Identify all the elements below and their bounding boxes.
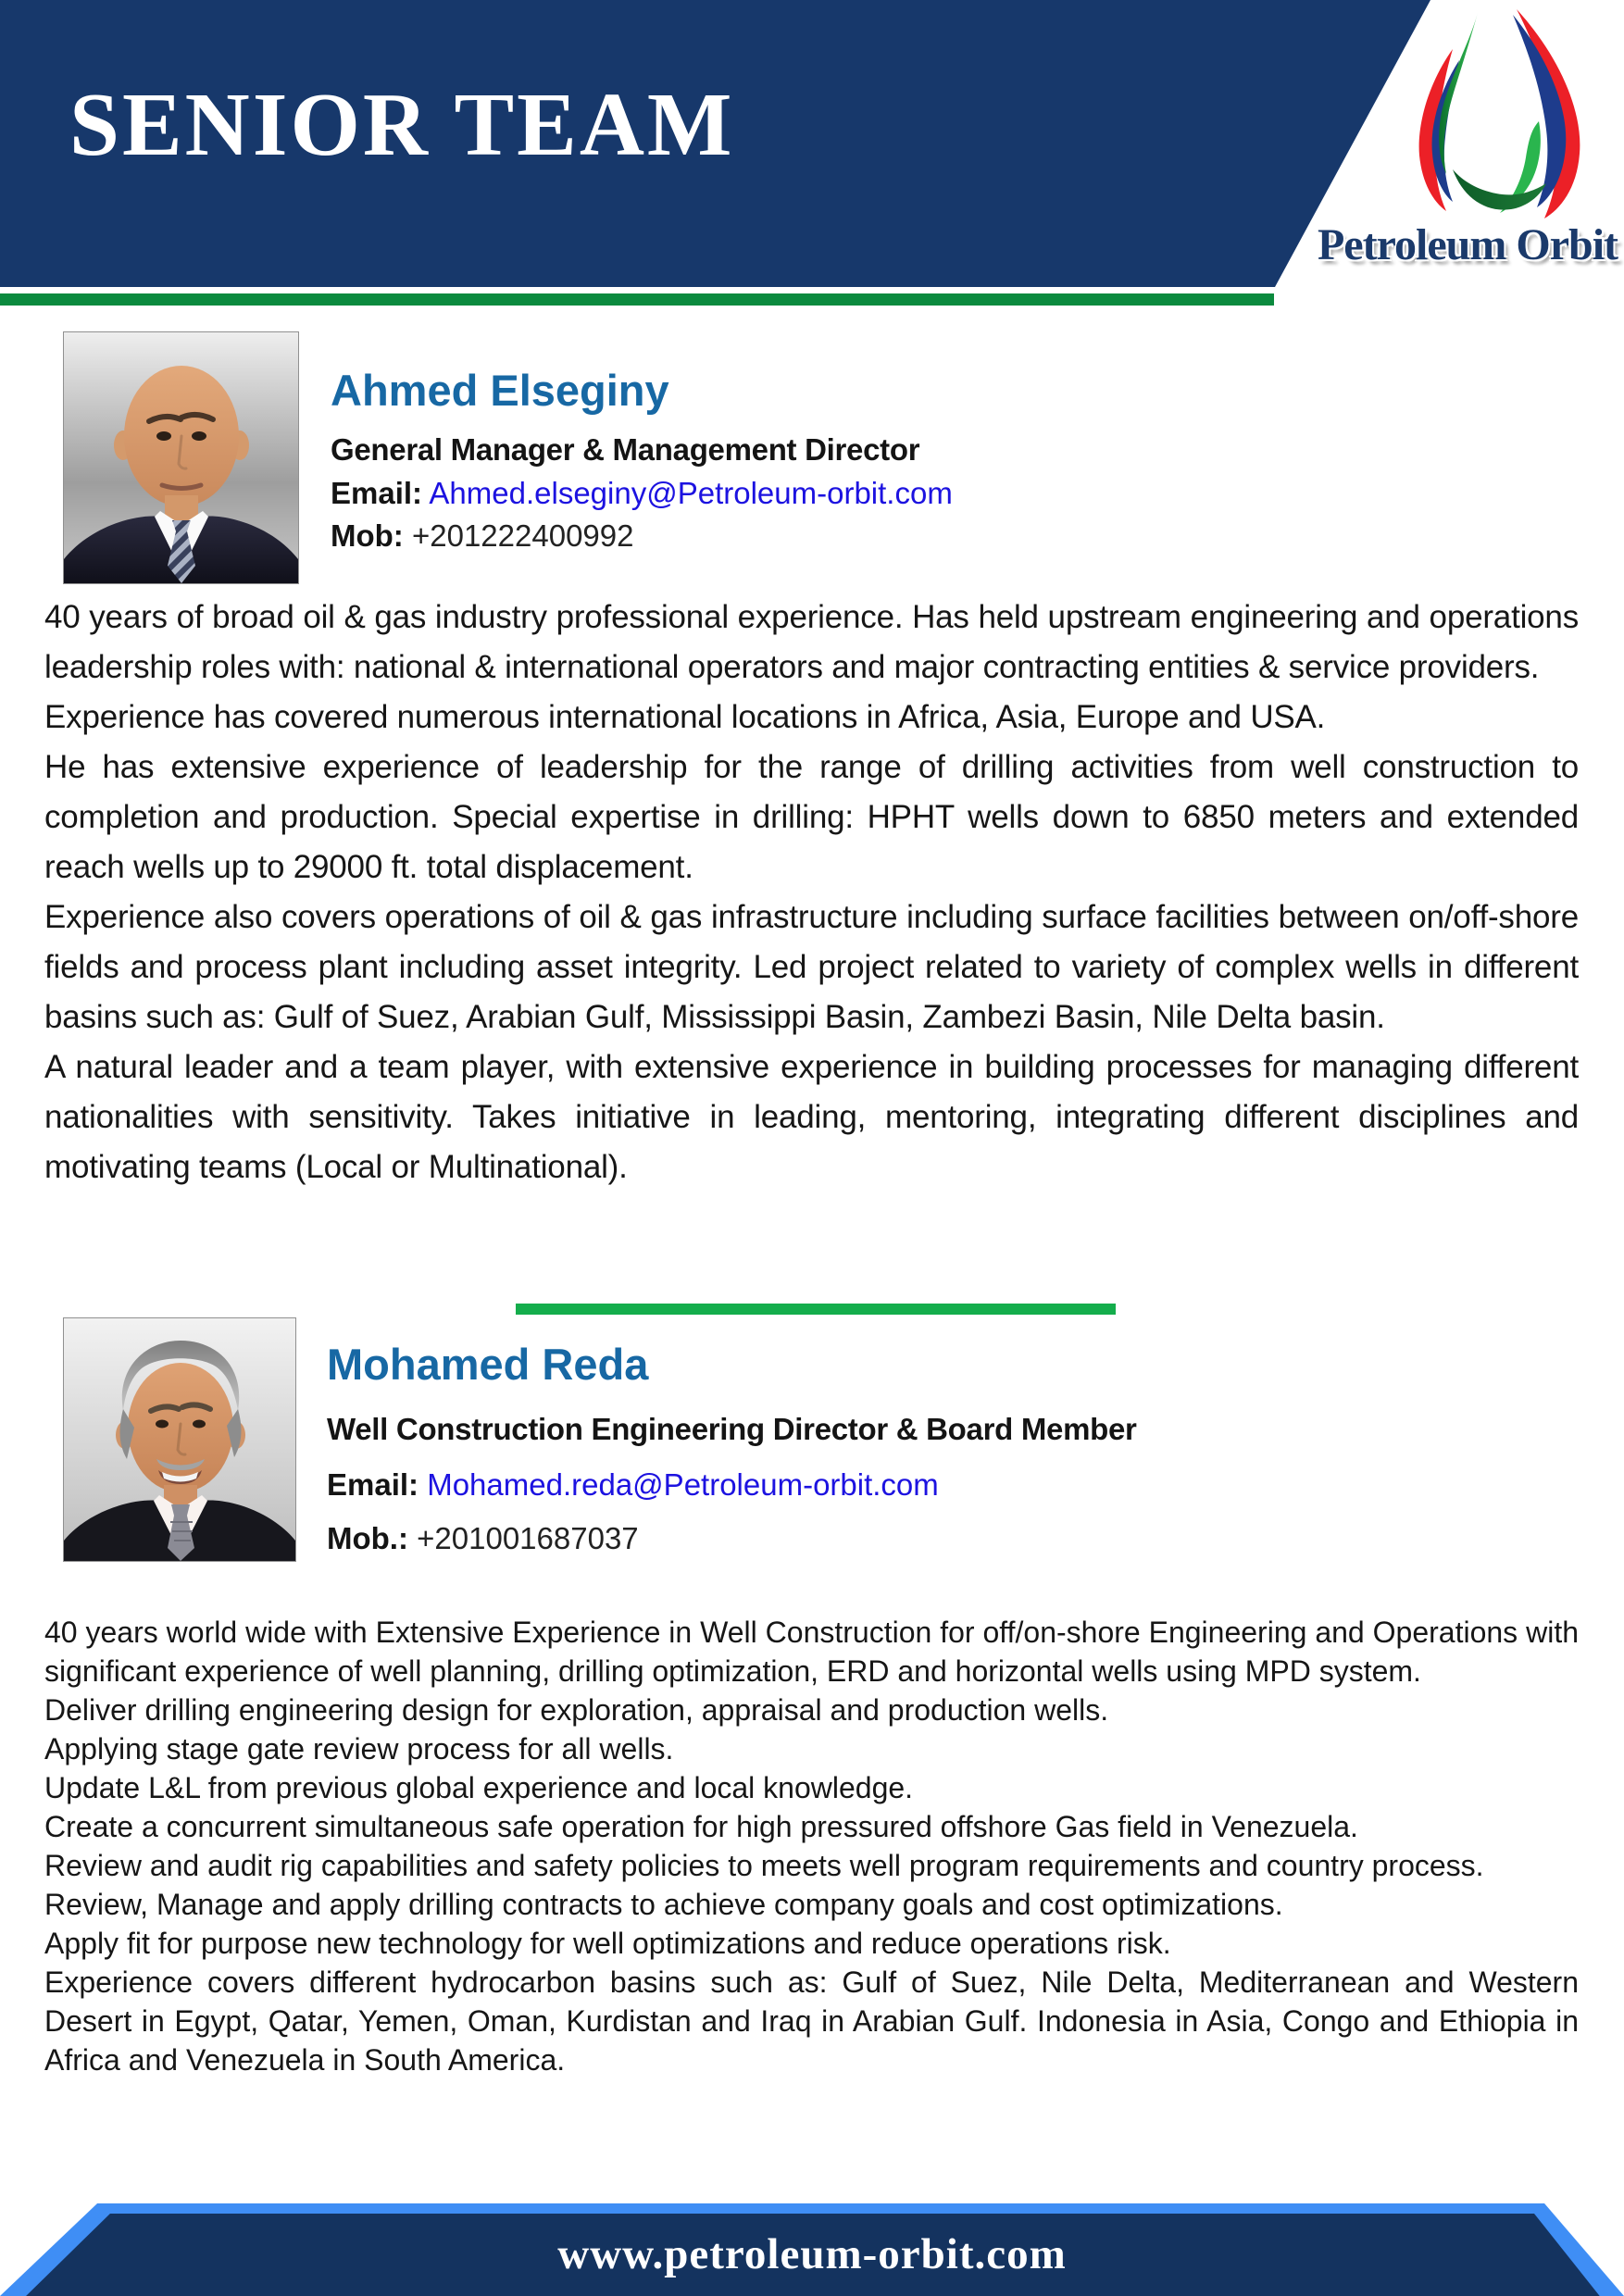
email-link[interactable]: Mohamed.reda@Petroleum-orbit.com (427, 1467, 939, 1502)
bio-paragraph: Update L&L from previous global experience and local knowledge. (44, 1771, 914, 1804)
email-label: Email: (327, 1467, 419, 1502)
mobile-number: +201001687037 (417, 1521, 639, 1555)
member-email-line (327, 1466, 1419, 1504)
bio-paragraph: Create a concurrent simultaneous safe operation for high pressured offshore Gas field in Venezuela. (44, 1810, 1358, 1843)
bio-paragraph: 40 years world wide with Extensive Experience in Well Construction for off/on-shore Engineering and Operations with significant experience of well planning, drilling optimization, ERD and horizontal wells using MPD system. (44, 1616, 1579, 1688)
footer-website-link[interactable]: www.petroleum-orbit.com (557, 2230, 1067, 2278)
brand-name: Petroleum Orbit (1317, 220, 1618, 269)
bio-paragraph: Experience covers different hydrocarbon basins such as: Gulf of Suez, Nile Delta, Mediterranean and Western Desert in Egypt, Qatar, Yemen, Oman, Kurdistan and Iraq in Arabian Gulf. Indonesia in Asia, Congo and Ethiopia in Africa and Venezuela in South America. (44, 1965, 1579, 2077)
member-mobile-line (327, 1520, 1419, 1557)
mobile-number: +201222400992 (411, 518, 634, 553)
member-title: General Manager & Management Director (331, 432, 920, 467)
email-link[interactable]: Ahmed.elseginy@Petroleum-orbit.com (429, 476, 953, 510)
bio-paragraph: Deliver drilling engineering design for exploration, appraisal and production wells. (44, 1693, 1109, 1727)
mobile-label: Mob: (331, 518, 404, 553)
portrait-ahmed-illustration (64, 332, 298, 583)
bio-paragraph: Review, Manage and apply drilling contracts to achieve company goals and cost optimizations. (44, 1888, 1283, 1921)
petroleum-orbit-droplet-icon (1381, 7, 1590, 220)
bio-paragraph: Experience has covered numerous international locations in Africa, Asia, Europe and USA. (44, 699, 1326, 735)
member-title: Well Construction Engineering Director & Board Member (327, 1412, 1137, 1446)
bio-paragraph: A natural leader and a team player, with extensive experience in building processes for managing different nationalities with sensitivity. Takes initiative in leading, mentoring, integrating different disciplines and motivating teams (Local or Multinational). (44, 1049, 1579, 1185)
bio-mohamed (44, 1613, 1579, 2079)
bio-paragraph: Review and audit rig capabilities and safety policies to meets well program requirements and country process. (44, 1849, 1484, 1882)
portrait-photo-ahmed (63, 331, 299, 584)
bio-paragraph: He has extensive experience of leadership for the range of drilling activities from well construction to completion and production. Special expertise in drilling: HPHT wells down to 6850 meters and extended reach wells up to 29000 ft. total displacement. (44, 749, 1579, 885)
member-mobile-line (331, 518, 1423, 555)
page-title: SENIOR TEAM (69, 75, 735, 174)
bio-paragraph: Apply fit for purpose new technology for well optimizations and reduce operations risk. (44, 1927, 1171, 1960)
bio-ahmed (44, 593, 1579, 1192)
portrait-mohamed-illustration (64, 1318, 295, 1561)
member-name: Mohamed Reda (327, 1340, 649, 1389)
section-green-divider (516, 1304, 1116, 1315)
bio-paragraph: Experience also covers operations of oil & gas infrastructure including surface facilities between on/off-shore fields and process plant including asset integrity. Led project related to variety of complex wells in different basins such as: Gulf of Suez, Arabian Gulf, Mississippi Basin, Zambezi Basin, Nile Delta basin. (44, 899, 1579, 1035)
mobile-label: Mob.: (327, 1521, 408, 1555)
contact-block-ahmed (331, 367, 1423, 560)
member-email-line (331, 475, 1423, 512)
contact-block-mohamed (327, 1341, 1419, 1574)
email-label: Email: (331, 476, 423, 510)
bio-paragraph: 40 years of broad oil & gas industry professional experience. Has held upstream engineering and operations leadership roles with: national & international operators and major contracting entities & service providers. (44, 599, 1579, 685)
bio-paragraph: Applying stage gate review process for all wells. (44, 1732, 674, 1766)
member-name: Ahmed Elseginy (331, 366, 669, 415)
portrait-photo-mohamed (63, 1317, 296, 1562)
header-green-divider (0, 293, 1274, 306)
footer (0, 2203, 1624, 2296)
